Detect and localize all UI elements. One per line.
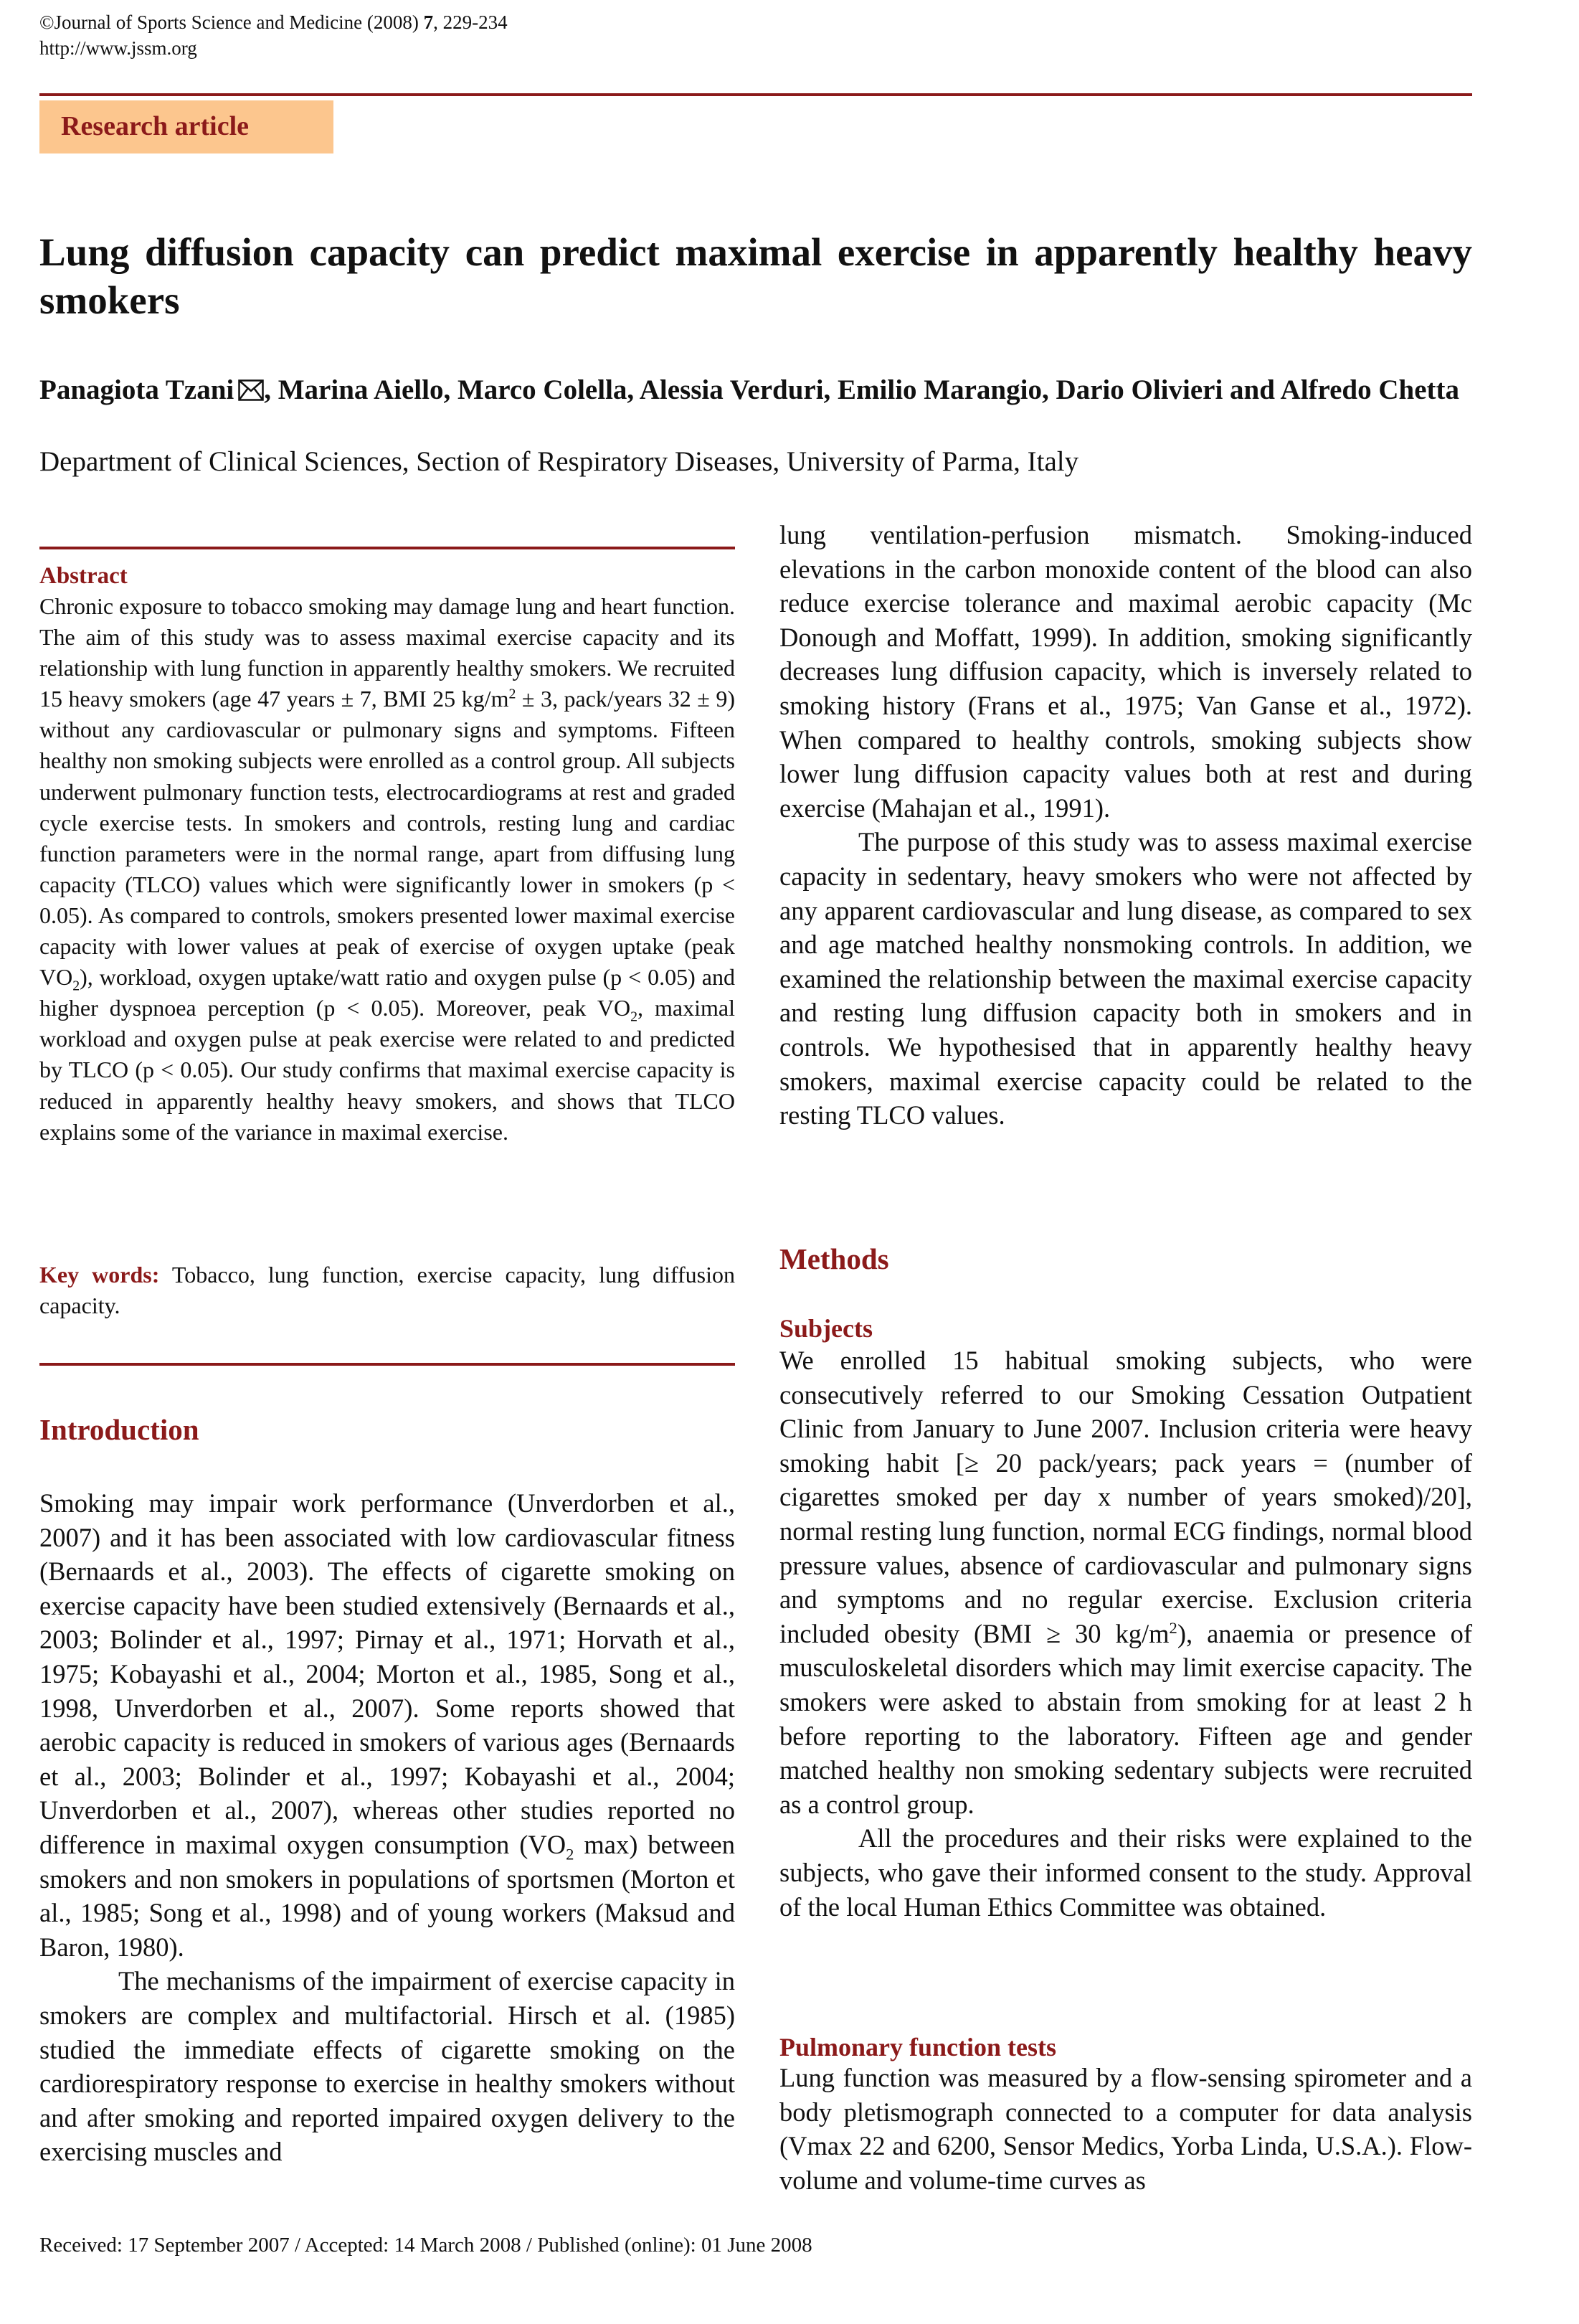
paragraph-text: ), anaemia or presence of musculoskeletal disorders which may limit exercise capacity. The smokers were asked to abstain from smoking for at least 2 h before reporting to the laboratory. Fifteen age and gender matched healthy non smoking sedentary subjects were recruited as a control group. [779,1618,1472,1819]
methods-paragraph [779,1343,1472,1821]
superscript: 2 [1169,1618,1177,1637]
article-type-badge [39,100,333,153]
subjects-body [779,1343,1472,1924]
abstract-top-rule [39,547,735,549]
abstract-text: Chronic exposure to tobacco smoking may damage lung and heart function. The aim of this study was to assess maximal exercise capacity and its relationship with lung function in apparently healthy smokers. We recruited 15 heavy smokers (age 47 years ± 7, BMI 25 kg/m [39,593,735,712]
introduction-paragraph: lung ventilation-perfusion mismatch. Smoking-induced elevations in the carbon monoxide content of the blood can also reduce exercise tolerance and maximal aerobic capacity (Mc Donough and Moffatt, 1999). In addition, smoking significantly decreases lung diffusion capacity, which is inversely related to smoking history (Frans et al., 1975; Van Ganse et al., 1972). When compared to healthy controls, smoking subjects show lower lung diffusion capacity values both at rest and during exercise (Mahajan et al., 1991). [779,520,1472,823]
methods-paragraph: All the procedures and their risks were explained to the subjects, who gave their informed consent to the study. Approval of the local Human Ethics Committee was obtained. [779,1823,1472,1922]
abstract-text: ± 3, pack/years 32 ± 9) without any cardiovascular or pulmonary signs and symptoms. Fifteen healthy non smoking subjects were enrolled as a control group. All subjects underwent pulmonary function tests, electrocardiograms at rest and graded cycle exercise tests. In smokers and controls, resting lung and cardiac function parameters were in the normal range, apart from diffusing lung capacity (TLCO) values which were significantly lower in smokers (p < 0.05). As compared to controls, smokers presented lower maximal exercise capacity with lower values at peak of exercise of oxygen uptake (peak VO [39,686,736,991]
subscript: 2 [566,1845,574,1864]
journal-name: ©Journal of Sports Science and Medicine (2008) [39,11,424,33]
introduction-body [39,1486,735,2169]
corresponding-author: Panagiota Tzani [39,374,234,405]
abstract-heading: Abstract [39,563,128,589]
journal-citation [39,10,508,34]
abstract-bottom-rule [39,1363,735,1366]
paper-title: Lung diffusion capacity can predict maximal exercise in apparently healthy heavy smokers [39,230,1472,322]
right-column-intro [779,518,1472,1133]
author-list [39,373,1472,410]
journal-volume: 7 [423,11,434,33]
affiliation: Department of Clinical Sciences, Section of Respiratory Diseases, University of Parma, Italy [39,446,1079,477]
keywords-text: Tobacco, lung function, exercise capacity, lung diffusion capacity. [39,1262,735,1318]
paragraph-text: We enrolled 15 habitual smoking subjects, who were consecutively referred to our Smoking Cessation Outpatient Clinic from January to June 2007. Inclusion criteria were heavy smoking habit [≥ 20 pack/years; pack years = (number of cigarettes smoked per day x number of years smoked)/20], normal resting lung function, normal ECG findings, normal blood pressure values, absence of cardiovascular and pulmonary signs and symptoms and no regular exercise. Exclusion criteria included obesity (BMI ≥ 30 kg/m [779,1346,1472,1648]
pulmonary-function-body: Lung function was measured by a flow-sensing spirometer and a body pletismograph connected to a computer for data analysis (Vmax 22 and 6200, Sensor Medics, Yorba Linda, U.S.A.). Flow-volume and volume-time curves as [779,2063,1472,2195]
abstract-superscript: 2 [508,686,516,702]
introduction-paragraph [39,1486,735,1964]
introduction-paragraph: The purpose of this study was to assess maximal exercise capacity in sedentary, heavy smokers who were not affected by any apparent cardiovascular and lung disease, as compared to sex and age matched healthy nonsmoking controls. In addition, we examined the relationship between the maximal exercise capacity and resting lung diffusion capacity both in smokers and in controls. We hypothesised that in apparently healthy heavy smokers, maximal exercise capacity could be related to the resting TLCO values. [779,827,1472,1130]
co-authors: , Marina Aiello, Marco Colella, Alessia Verduri, Emilio Marangio, Dario Olivieri and Alfredo Chetta [264,374,1460,405]
keywords-label: Key words: [39,1262,160,1288]
publication-dates: Received: 17 September 2007 / Accepted: 14 March 2008 / Published (online): 01 June 2008 [39,2234,812,2257]
subjects-heading: Subjects [779,1314,873,1343]
abstract-text: , maximal workload and oxygen pulse at peak exercise were related to and predicted by TLCO (p < 0.05). Our study confirms that maximal exercise capacity is reduced in apparently healthy heavy smokers, and shows that TLCO explains some of the variance in maximal exercise. [39,995,736,1145]
abstract-subscript: 2 [72,978,80,994]
paragraph-text: Smoking may impair work performance (Unverdorben et al., 2007) and it has been associated with low cardiovascular fitness (Bernaards et al., 2003). The effects of cigarette smoking on exercise capacity have been studied extensively (Bernaards et al., 2003; Bolinder et al., 1997; Pirnay et al., 1971; Horvath et al., 1975; Kobayashi et al., 2004; Morton et al., 1985, Song et al., 1998, Unverdorben et al., 2007). Some reports showed that aerobic capacity is reduced in smokers of various ages (Bernaards et al., 2003; Bolinder et al., 1997; Kobayashi et al., 2004; Unverdorben et al., 2007), whereas other studies reported no difference in maximal oxygen consumption (VO [39,1488,735,1859]
keywords [39,1260,735,1321]
introduction-heading: Introduction [39,1413,199,1446]
article-type-label: Research article [61,111,250,141]
pulmonary-function-heading: Pulmonary function tests [779,2033,1056,2061]
paragraph-text: max) between smokers and non smokers in populations of sportsmen (Morton et al., 1985; Song et al., 1998) and of young workers (Maksud and Baron, 1980). [39,1829,735,1962]
journal-pages: , 229-234 [433,11,508,33]
introduction-paragraph: The mechanisms of the impairment of exercise capacity in smokers are complex and multifactorial. Hirsch et al. (1985) studied the immediate effects of cigarette smoking on the cardiorespiratory response to exercise in healthy smokers without and after smoking and reported impaired oxygen delivery to the exercising muscles and [39,1966,735,2167]
journal-url[interactable]: http://www.jssm.org [39,37,197,59]
envelope-icon[interactable] [238,375,264,410]
abstract [39,561,735,1148]
methods-heading: Methods [779,1242,889,1275]
header-rule [39,93,1472,96]
abstract-subscript: 2 [630,1009,638,1025]
abstract-text: ), workload, oxygen uptake/watt ratio and oxygen pulse (p < 0.05) and higher dyspnoea perception (p < 0.05). Moreover, peak VO [39,964,735,1021]
